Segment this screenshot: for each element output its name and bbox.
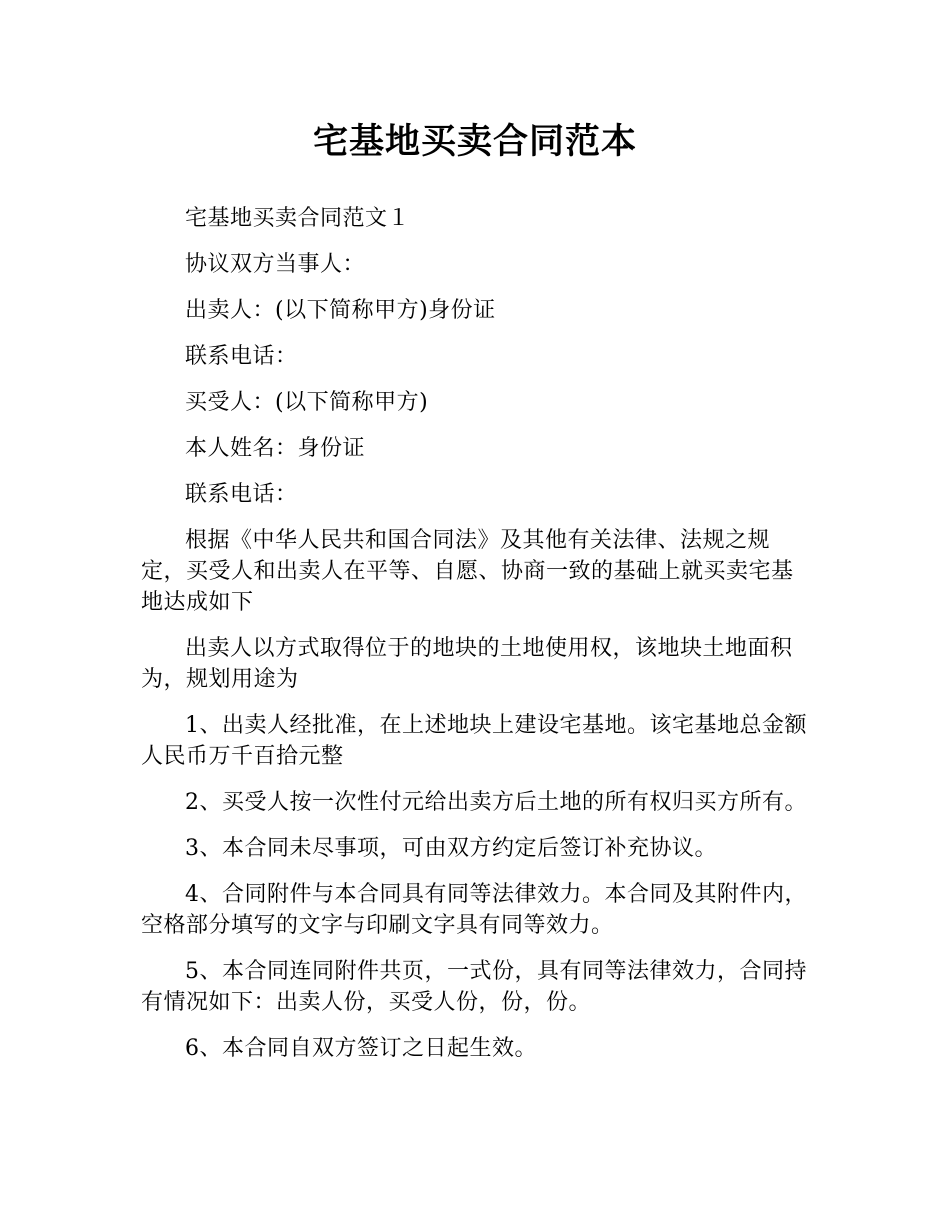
clause-2: 2、买受人按一次性付元给出卖方后土地的所有权归买方所有。	[185, 790, 807, 815]
paragraph-buyer: 买受人：(以下简称甲方)	[185, 390, 429, 415]
clause-3: 3、本合同未尽事项，可由双方约定后签订补充协议。	[185, 836, 717, 861]
paragraph-land-description: 出卖人以方式取得位于的地块的土地使用权，该地块土地面积为，规划用途为	[141, 636, 793, 692]
paragraph-buyer-name: 本人姓名：身份证	[185, 436, 366, 461]
paragraph-legal-basis: 根据《中华人民共和国合同法》及其他有关法律、法规之规定，买受人和出卖人在平等、自愿、协商一致的基础上就买卖宅基地达成如下	[141, 528, 794, 615]
clause-6: 6、本合同自双方签订之日起生效。	[185, 1036, 537, 1061]
clause-5: 5、本合同连同附件共页，一式份，具有同等法律效力，合同持有情况如下：出卖人份，买受人份，份，份。	[141, 959, 807, 1015]
clause-4: 4、合同附件与本合同具有同等法律效力。本合同及其附件内，空格部分填写的文字与印刷文字具有同等效力。	[141, 882, 807, 938]
document-title: 宅基地买卖合同范本	[312, 122, 637, 162]
paragraph-buyer-phone: 联系电话：	[185, 482, 298, 507]
paragraph-parties-heading: 协议双方当事人：	[185, 252, 366, 277]
document-body	[141, 203, 811, 1079]
paragraph-seller: 出卖人：(以下简称甲方)身份证	[185, 298, 496, 323]
paragraph-section-heading: 宅基地买卖合同范文１	[185, 206, 411, 231]
paragraph-seller-phone: 联系电话：	[185, 344, 298, 369]
clause-1: 1、出卖人经批准，在上述地块上建设宅基地。该宅基地总金额人民币万千百拾元整	[141, 713, 807, 769]
